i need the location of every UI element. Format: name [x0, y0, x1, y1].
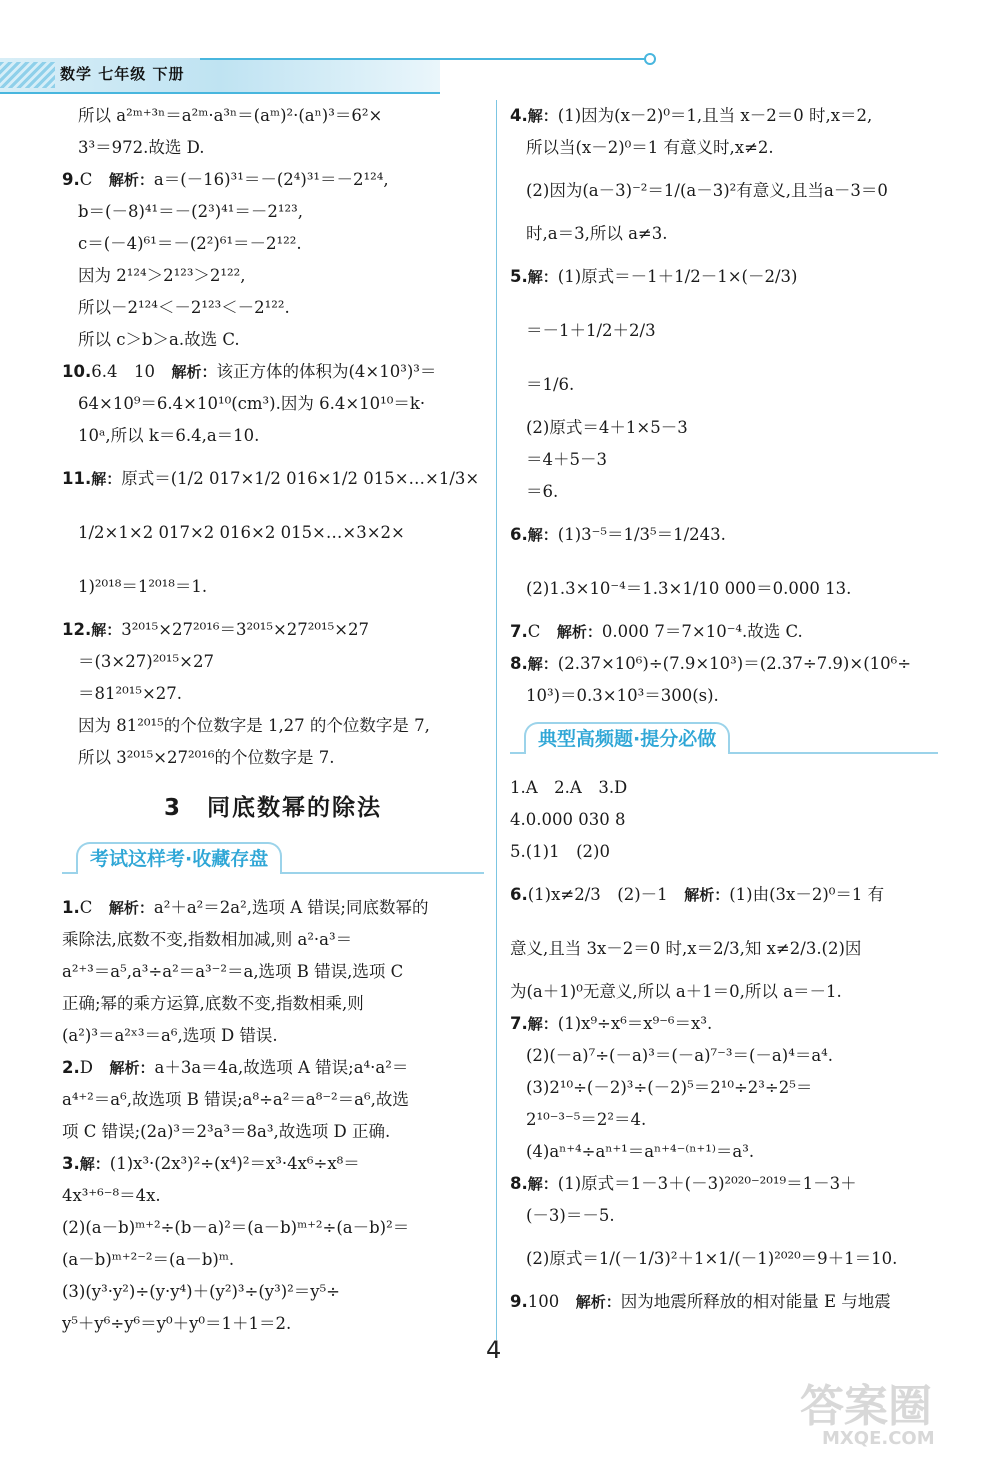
book-title: 数学 七年级 下册 — [60, 65, 185, 83]
section-title: 3 同底数幂的除法 — [163, 795, 382, 821]
question-number: 7. — [510, 622, 528, 641]
keyword: 解： — [91, 470, 122, 488]
text-line: 所以 a²ᵐ⁺³ⁿ＝a²ᵐ·a³ⁿ＝(aᵐ)²·(aⁿ)³＝6²× — [78, 106, 383, 125]
text-line: 因为 81²⁰¹⁵的个位数字是 1,27 的个位数字是 7, — [78, 716, 430, 735]
text-line: y⁵＋y⁶÷y⁶＝y⁰＋y⁰＝1＋1＝2. — [62, 1314, 292, 1333]
text-line: 意义,且当 3x－2＝0 时,x＝2/3,知 x≠2/3.(2)因 — [510, 939, 862, 958]
keyword: 解析： — [171, 363, 217, 381]
keyword: 解析： — [108, 899, 154, 917]
text-line: 64×10⁹＝6.4×10¹⁰(cm³).因为 6.4×10¹⁰＝k· — [78, 394, 426, 413]
text-line: a²⁺³＝a⁵,a³÷a²＝a³⁻²＝a,选项 B 错误,选项 C — [62, 962, 404, 981]
answer: C — [527, 622, 541, 641]
answer-7 — [510, 1008, 938, 1040]
answer-5: 5.(1)1 (2)0 — [510, 842, 610, 861]
answer: D — [79, 1058, 93, 1077]
header-rule-top — [200, 58, 648, 60]
text-line: a＝(－16)³¹＝－(2⁴)³¹＝－2¹²⁴, — [153, 170, 389, 189]
text-line: 为(a＋1)⁰无意义,所以 a＋1＝0,所以 a＝－1. — [510, 982, 842, 1001]
text-line: (1)原式＝－1＋1/2－1×(－2/3) — [557, 267, 798, 286]
text-line: 10ᵃ,所以 k＝6.4,a＝10. — [78, 426, 260, 445]
text-line: 时,a＝3,所以 a≠3. — [526, 224, 668, 243]
keyword: 解： — [527, 526, 558, 544]
text-line: (3)(y³·y²)÷(y·y⁴)＋(y²)³÷(y³)²＝y⁵÷ — [62, 1282, 341, 1301]
question-number: 9. — [510, 1292, 528, 1311]
text-line: 0.000 7＝7×10⁻⁴.故选 C. — [601, 622, 803, 641]
keyword: 解： — [527, 107, 558, 125]
text-line: (2)1.3×10⁻⁴＝1.3×1/10 000＝0.000 13. — [526, 579, 852, 598]
page-number: 4 — [486, 1336, 502, 1364]
question-8 — [510, 648, 938, 680]
question-10 — [62, 356, 484, 388]
header-rule-bottom — [0, 92, 440, 94]
question-number: 11. — [62, 469, 92, 488]
text-line: 原式＝(1/2 017×1/2 016×1/2 015×…×1/3× — [121, 469, 480, 488]
banner-label: 典型高频题·提分必做 — [524, 722, 730, 754]
text-line: (2)(－a)⁷÷(－a)³＝(－a)⁷⁻³＝(－a)⁴＝a⁴. — [526, 1046, 834, 1065]
answer: 6.4 10 — [91, 362, 155, 381]
text-line: (2)原式＝1/(－1/3)²＋1×1/(－1)²⁰²⁰＝9＋1＝10. — [526, 1249, 898, 1268]
text-line: (1)因为(x－2)⁰＝1,且当 x－2＝0 时,x＝2, — [557, 106, 873, 125]
text-line: 2¹⁰⁻³⁻⁵＝2²＝4. — [526, 1110, 647, 1129]
text-line: 3²⁰¹⁵×27²⁰¹⁶＝3²⁰¹⁵×27²⁰¹⁵×27 — [121, 620, 370, 639]
question-12 — [62, 614, 484, 646]
answer-2 — [62, 1052, 484, 1084]
keyword: 解析： — [109, 1059, 155, 1077]
question-number: 8. — [510, 1174, 528, 1193]
question-number: 9. — [62, 170, 80, 189]
answer-3 — [62, 1148, 484, 1180]
text-line: (3)2¹⁰÷(－2)³÷(－2)⁵＝2¹⁰÷2³÷2⁵＝ — [526, 1078, 813, 1097]
text-line: ＝4＋5－3 — [526, 450, 607, 469]
text-line: a²＋a²＝2a²,选项 A 错误;同底数幂的 — [153, 898, 429, 917]
question-number: 7. — [510, 1014, 528, 1033]
question-4 — [510, 100, 938, 132]
question-number: 8. — [510, 654, 528, 673]
answer-9 — [510, 1286, 938, 1318]
text-line: 正确;幂的乘方运算,底数不变,指数相乘,则 — [62, 994, 364, 1013]
text-line: 所以－2¹²⁴＜－2¹²³＜－2¹²². — [78, 298, 290, 317]
answer: (1)x≠2/3 (2)－1 — [527, 885, 668, 904]
text-line: 所以 3²⁰¹⁵×27²⁰¹⁶的个位数字是 7. — [78, 748, 335, 767]
answer-6 — [510, 868, 938, 922]
question-number: 3. — [62, 1154, 80, 1173]
text-line: c＝(－4)⁶¹＝－(2²)⁶¹＝－2¹²². — [78, 234, 302, 253]
answer-4: 4.0.000 030 8 — [510, 810, 626, 829]
question-number: 5. — [510, 267, 528, 286]
keyword: 解析： — [684, 886, 730, 904]
answer: C — [79, 170, 93, 189]
text-line: 因为地震所释放的相对能量 E 与地震 — [620, 1292, 891, 1311]
question-7 — [510, 616, 938, 648]
text-line: a⁴⁺²＝a⁶,故选项 B 错误;a⁸÷a²＝a⁸⁻²＝a⁶,故选 — [62, 1090, 409, 1109]
text-line: (2.37×10⁶)÷(7.9×10³)＝(2.37÷7.9)×(10⁶÷ — [557, 654, 912, 673]
text-line: 因为 2¹²⁴＞2¹²³＞2¹²², — [78, 266, 246, 285]
keyword: 解： — [527, 655, 558, 673]
keyword: 解： — [527, 1015, 558, 1033]
text-line: (2)原式＝4＋1×5－3 — [526, 418, 688, 437]
text-line: ＝－1＋1/2＋2/3 — [526, 321, 656, 340]
question-11 — [62, 452, 484, 506]
text-line: (a²)³＝a²ˣ³＝a⁶,选项 D 错误. — [62, 1026, 278, 1045]
answers-1-3: 1.A 2.A 3.D — [510, 778, 628, 797]
question-number: 2. — [62, 1058, 80, 1077]
text-line: (1)x⁹÷x⁶＝x⁹⁻⁶＝x³. — [557, 1014, 713, 1033]
question-9 — [62, 164, 484, 196]
text-line: 1/2×1×2 017×2 016×2 015×…×3×2× — [78, 523, 405, 542]
text-line: 项 C 错误;(2a)³＝2³a³＝8a³,故选项 D 正确. — [62, 1122, 391, 1141]
exam-banner — [62, 838, 484, 882]
keyword: 解析： — [108, 171, 154, 189]
text-line: 10³)＝0.3×10³＝300(s). — [526, 686, 719, 705]
text-line: (1)由(3x－2)⁰＝1 有 — [729, 885, 885, 904]
text-line: (1)x³·(2x³)²÷(x⁴)²＝x³·4x⁶÷x⁸＝ — [109, 1154, 360, 1173]
question-6 — [510, 508, 938, 562]
column-divider — [496, 100, 497, 1340]
text-line: 乘除法,底数不变,指数相加减,则 a²·a³＝ — [62, 930, 353, 949]
keyword: 解析： — [556, 623, 602, 641]
page-header — [0, 0, 1000, 100]
question-number: 12. — [62, 620, 92, 639]
keyword: 解析： — [575, 1293, 621, 1311]
question-number: 6. — [510, 525, 528, 544]
keyword: 解： — [91, 621, 122, 639]
text-line: b＝(－8)⁴¹＝－(2³)⁴¹＝－2¹²³, — [78, 202, 303, 221]
text-line: (2)(a－b)ᵐ⁺²÷(b－a)²＝(a－b)ᵐ⁺²÷(a－b)²＝ — [62, 1218, 410, 1237]
keyword: 解： — [527, 268, 558, 286]
text-line: (2)因为(a－3)⁻²＝1/(a－3)²有意义,且当a－3＝0 — [526, 181, 888, 200]
right-column — [510, 100, 938, 1362]
text-line: ＝6. — [526, 482, 559, 501]
answer: 100 — [527, 1292, 560, 1311]
question-number: 10. — [62, 362, 92, 381]
text-line: 4x³⁺⁶⁻⁸＝4x. — [62, 1186, 161, 1205]
banner-label: 考试这样考·收藏存盘 — [76, 842, 282, 874]
answer-8 — [510, 1168, 938, 1200]
keyword: 解： — [527, 1175, 558, 1193]
question-number: 4. — [510, 106, 528, 125]
watermark-logo: 答案圈 — [800, 1381, 932, 1432]
question-number: 1. — [62, 898, 80, 917]
text-line: 所以当(x－2)⁰＝1 有意义时,x≠2. — [526, 138, 774, 157]
text-line: ＝(3×27)²⁰¹⁵×27 — [78, 652, 214, 671]
text-line: 该正方体的体积为(4×10³)³＝ — [216, 362, 437, 381]
text-line: a＋3a＝4a,故选项 A 错误;a⁴·a²＝ — [154, 1058, 409, 1077]
answer-1 — [62, 892, 484, 924]
text-line: (1)3⁻⁵＝1/3⁵＝1/243. — [557, 525, 726, 544]
text-line: 所以 c＞b＞a.故选 C. — [78, 330, 240, 349]
keyword: 解： — [79, 1155, 110, 1173]
text-line: 3³＝972.故选 D. — [78, 138, 205, 157]
text-line: (4)aⁿ⁺⁴÷aⁿ⁺¹＝aⁿ⁺⁴⁻⁽ⁿ⁺¹⁾＝a³. — [526, 1142, 755, 1161]
question-number: 6. — [510, 885, 528, 904]
question-5 — [510, 250, 938, 304]
answer: C — [79, 898, 93, 917]
text-line: ＝1/6. — [526, 375, 575, 394]
text-line: 1)²⁰¹⁸＝1²⁰¹⁸＝1. — [78, 577, 208, 596]
header-dot-icon — [644, 53, 656, 65]
text-line: (－3)＝－5. — [526, 1206, 615, 1225]
left-column — [62, 100, 484, 1362]
text-line: ＝81²⁰¹⁵×27. — [78, 684, 183, 703]
text-line: (a－b)ᵐ⁺²⁻²＝(a－b)ᵐ. — [62, 1250, 235, 1269]
highfreq-banner — [510, 718, 938, 762]
text-line: (1)原式＝1－3＋(－3)²⁰²⁰⁻²⁰¹⁹＝1－3＋ — [557, 1174, 857, 1193]
watermark-url: MXQE.COM — [822, 1428, 935, 1449]
